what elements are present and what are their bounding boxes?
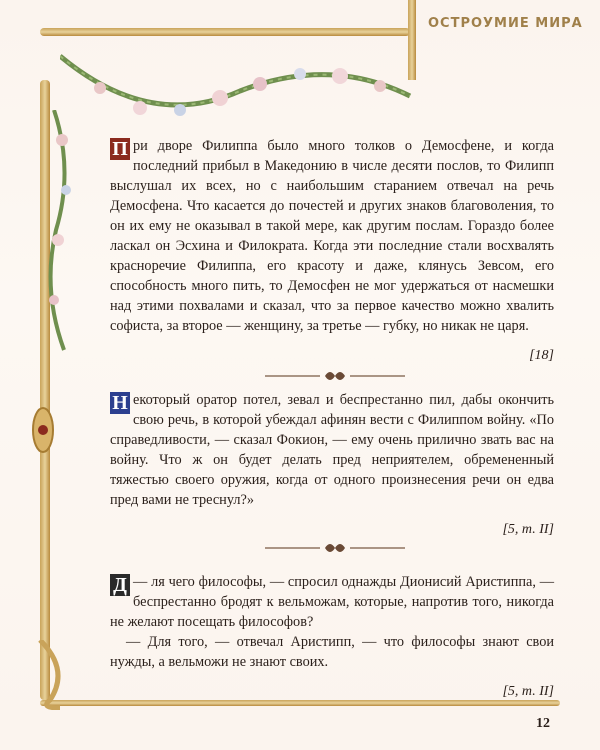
dialogue-dash: — — [133, 574, 152, 590]
source-reference: [18] — [529, 348, 554, 363]
ornamental-divider — [265, 538, 405, 558]
drop-cap: Д — [110, 574, 130, 596]
section-title: ОСТРОУМИЕ МИРА — [428, 16, 583, 31]
entry-text: ля чего философы, — спросил однажды Дионисий Аристиппа, — беспрестанно бродят к вельможам, которые, напротив того, никогда не желают посещать философов? — [110, 574, 554, 630]
ornamental-divider — [265, 366, 405, 386]
entry-text: екоторый оратор потел, зевал и беспрестанно пил, дабы окончить свою речь, в которой убеждал афинян вести с Филиппом войну. «По справедливости, — сказал Фокион, — ему очень прилично звать вас на войну. Что ж он будет делать пред неприятелем, обремененный тяжестью своего оружия, когда от одного произнесения речи он едва пред вами не треснул?» — [110, 392, 554, 508]
floral-garland-ornament — [60, 36, 420, 126]
drop-cap: Н — [110, 392, 130, 414]
entry-1 — [110, 136, 554, 366]
entry-text: ри дворе Филиппа было много толков о Демосфене, и когда последний прибыл в Македонию в числе десяти послов, то Филипп выслушал их всех, но с наибольшим старанием отвечал на речь Демосфена. Что касается до почестей и других знаков благоволения, то он их ему не оказывал в такой мере, как другим послам. Гораздо более ласкал он Эсхина и Филократа. Когда эти последние стали восхвалять красноречие Филиппа, его красоту и даже, клянусь Зевсом, его способность много пить, то Демосфен не мог удержаться от насмешки над этими похвалами и сказал, что за первое качество можно хвалить софиста, за второе — женщину, за третье — губку, но никак не царя. — [110, 138, 554, 334]
page-number: 12 — [536, 716, 550, 731]
gold-ornament-left — [28, 400, 58, 460]
source-reference: [5, т. II] — [502, 684, 554, 699]
vine-ornament-left — [44, 110, 84, 390]
frame-top-border — [40, 28, 410, 36]
source-reference: [5, т. II] — [502, 522, 554, 537]
entry-3 — [110, 572, 554, 702]
entry-2 — [110, 390, 554, 540]
entry-reply: — Для того, — отвечал Аристипп, — что философы знают свои нужды, а вельможи не знают своих. — [110, 634, 554, 670]
drop-cap: П — [110, 138, 130, 160]
gold-corner-ornament — [30, 640, 90, 710]
